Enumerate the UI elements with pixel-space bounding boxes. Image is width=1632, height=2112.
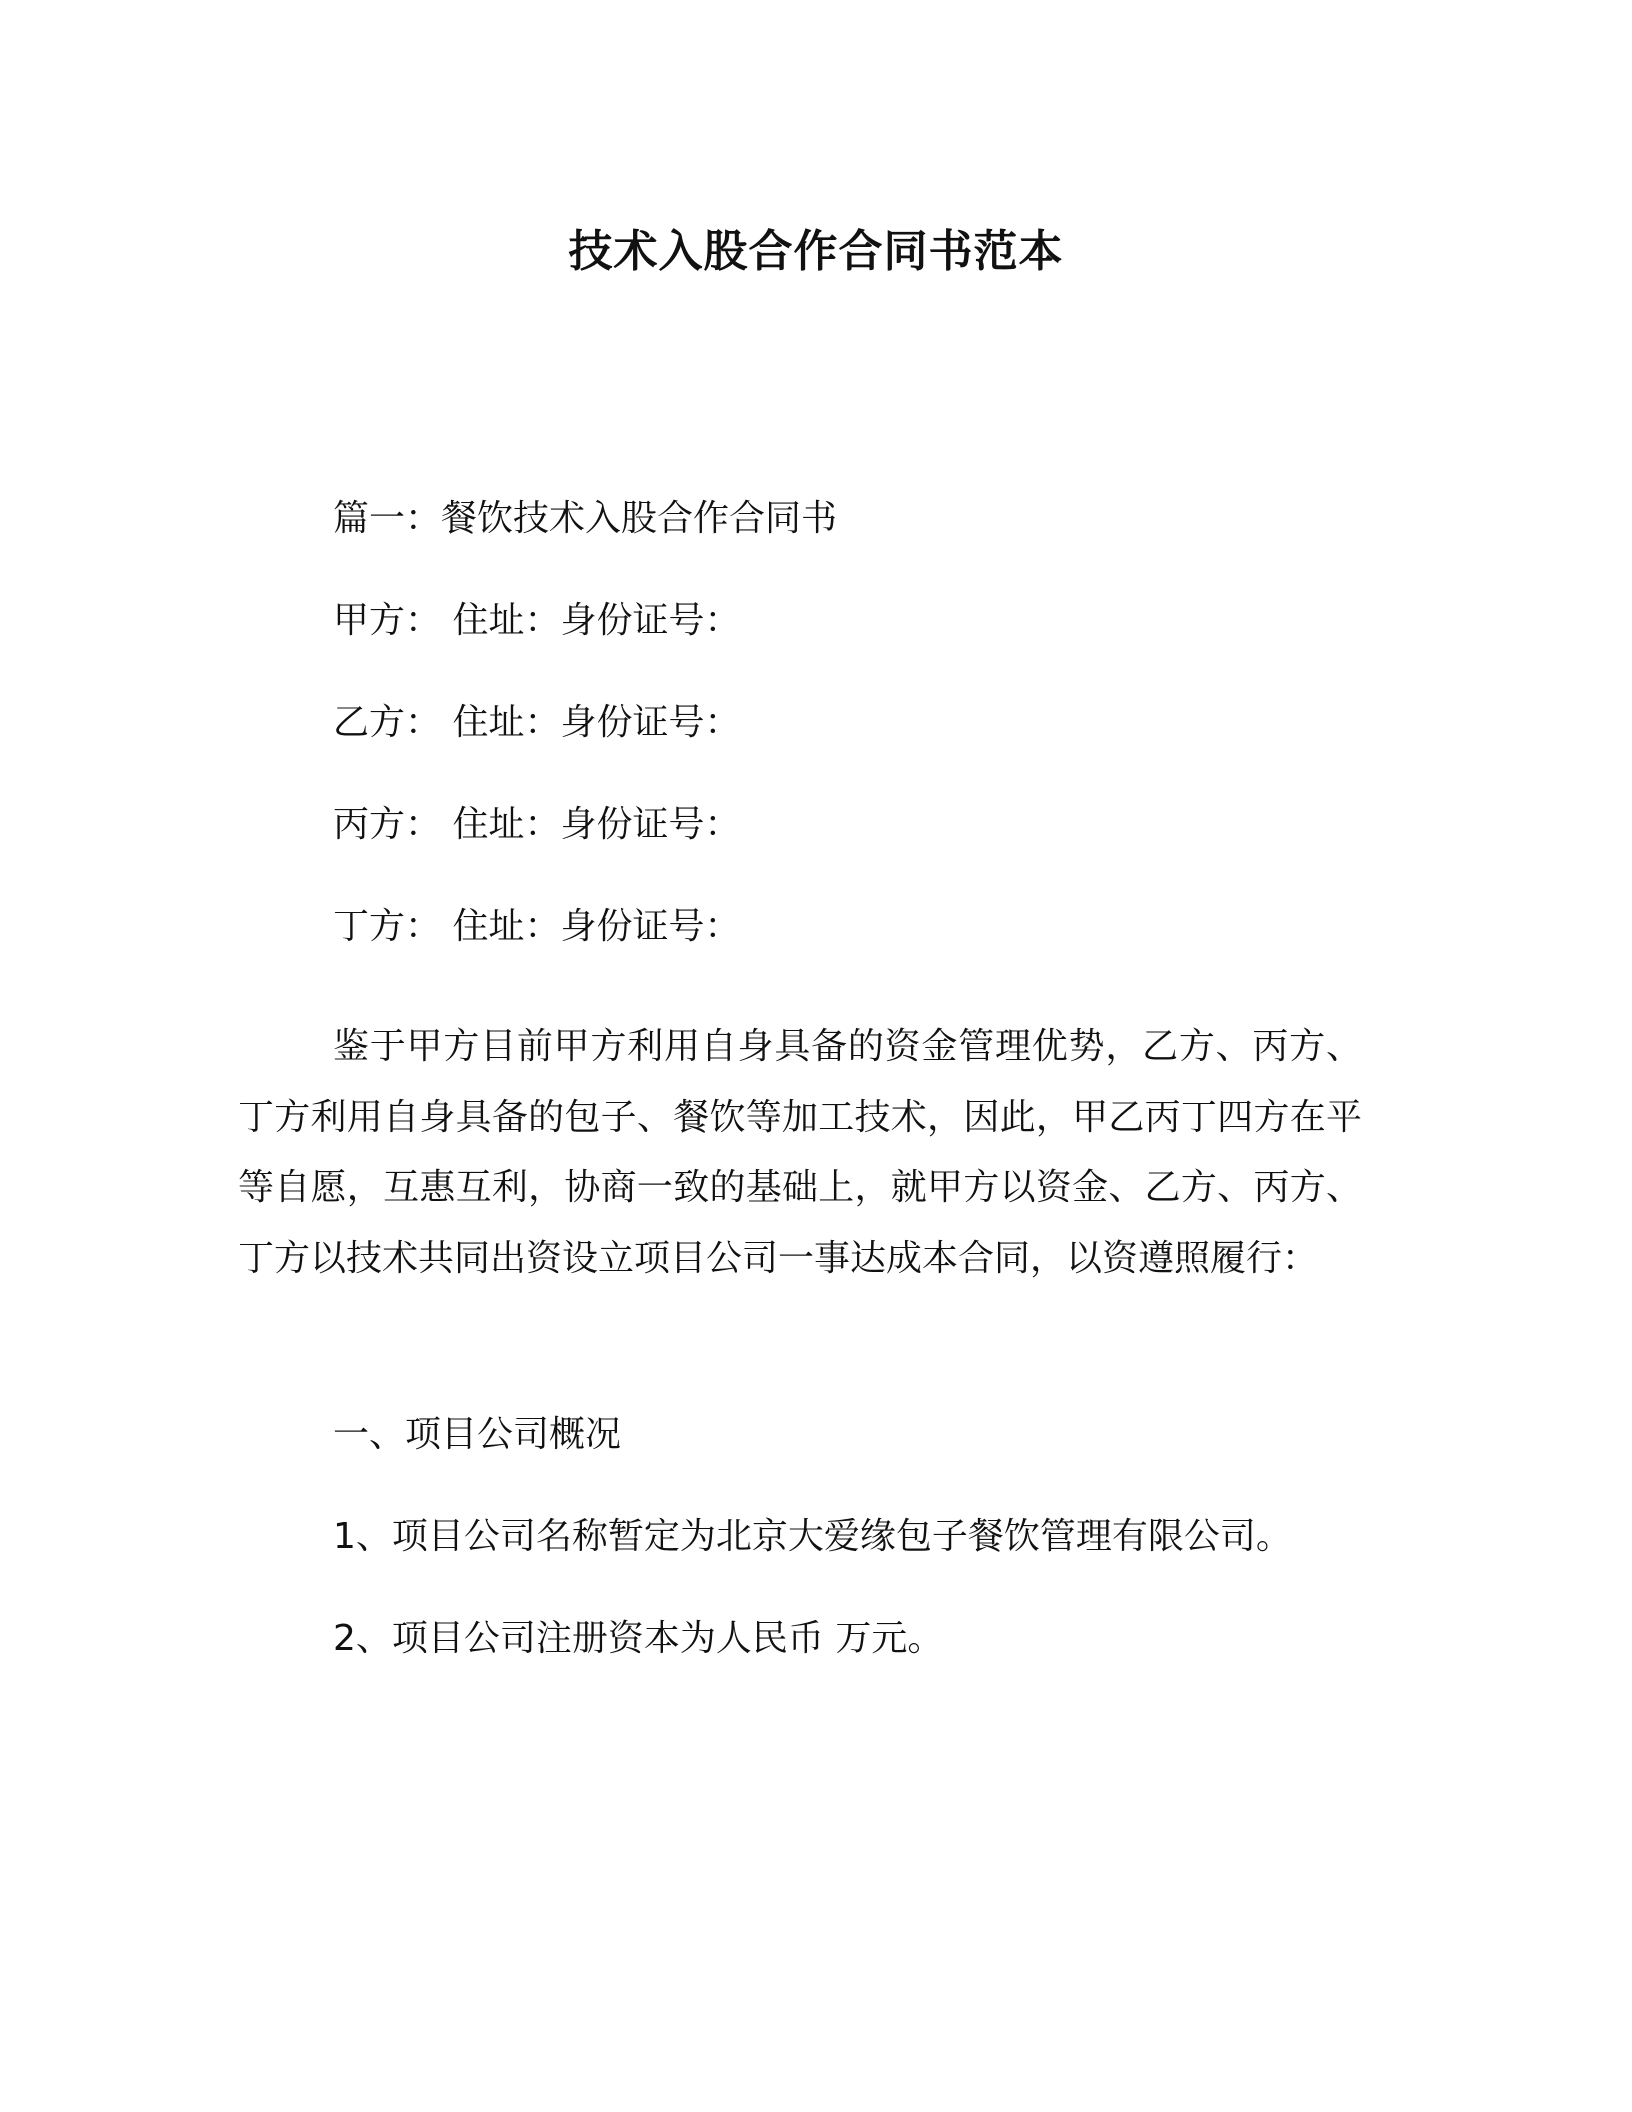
section-1-item-1: 1、项目公司名称暂定为北京大爱缘包子餐饮管理有限公司。: [333, 1516, 1292, 1557]
party-a-line: 甲方： 住址：身份证号：: [333, 600, 741, 641]
document-title: 技术入股合作合同书范本: [568, 226, 1064, 277]
chapter-heading: 篇一：餐饮技术入股合作合同书: [333, 498, 838, 539]
section-1-heading: 一、项目公司概况: [333, 1414, 622, 1455]
section-1-item-2: 2、项目公司注册资本为人民币 万元。: [333, 1618, 944, 1659]
party-c-line: 丙方： 住址：身份证号：: [333, 804, 741, 845]
party-d-line: 丁方： 住址：身份证号：: [333, 906, 741, 947]
party-b-line: 乙方： 住址：身份证号：: [333, 702, 741, 743]
preamble-paragraph: 鉴于甲方目前甲方利用自身具备的资金管理优势，乙方、丙方、丁方利用自身具备的包子、餐饮等加工技术，因此，甲乙丙丁四方在平等自愿，互惠互利，协商一致的基础上，就甲方以资金、乙方、丙方、丁方以技术共同出资设立项目公司一事达成本合同，以资遵照履行：: [238, 1026, 1362, 1279]
